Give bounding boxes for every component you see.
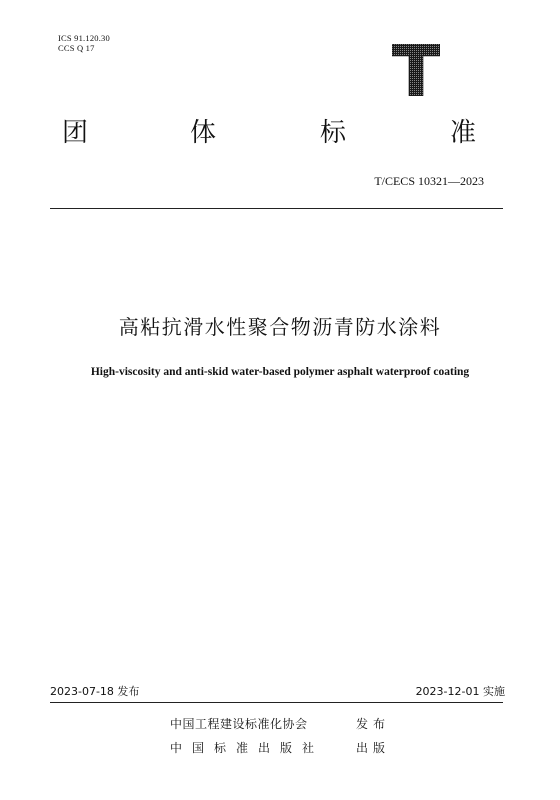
printer-role: 出版 [356, 741, 391, 755]
title-english: High-viscosity and anti-skid water-based polymer asphalt waterproof coating [90, 366, 470, 378]
ccs-code: CCS Q 17 [58, 43, 95, 53]
implementation-date: 2023-12-01 实施 [415, 685, 505, 698]
printer-name: 中国标准出版社 [170, 741, 325, 755]
bottom-divider [50, 702, 503, 703]
title-chinese: 高粘抗滑水性聚合物沥青防水涂料 [118, 315, 442, 339]
ics-code: ICS 91.120.30 [58, 33, 110, 43]
t-logo-icon [392, 44, 440, 96]
issuer-role: 发布 [356, 717, 391, 731]
standard-type-char-4: 准 [450, 118, 477, 148]
classification-codes [58, 33, 110, 53]
issue-date: 2023-07-18 发布 [50, 685, 140, 698]
standard-number: T/CECS 10321—2023 [374, 174, 484, 188]
issuer-name: 中国工程建设标准化协会 [170, 717, 308, 731]
top-divider [50, 208, 503, 209]
standard-type-char-2: 体 [190, 118, 217, 148]
standard-type-char-1: 团 [62, 118, 89, 148]
standard-type-char-3: 标 [320, 118, 347, 148]
